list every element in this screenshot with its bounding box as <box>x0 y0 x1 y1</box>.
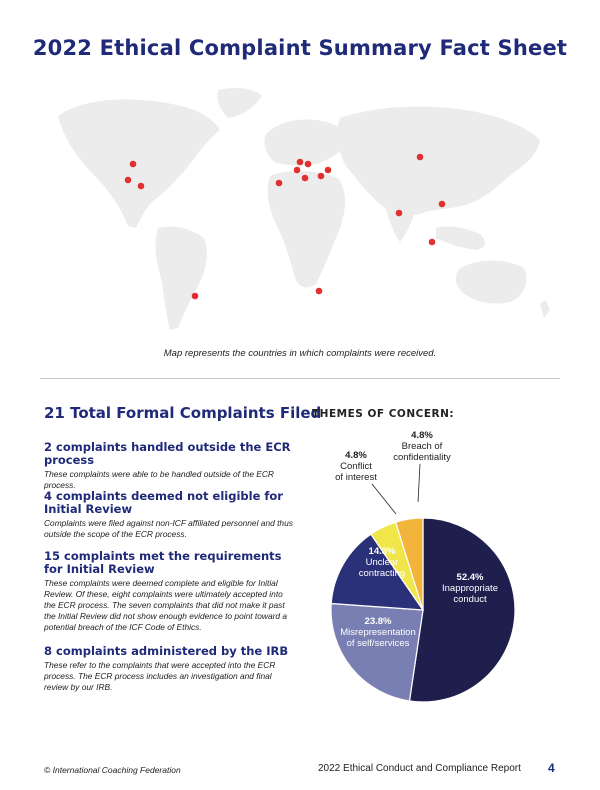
marker-russia <box>417 154 424 161</box>
pie-slice <box>409 518 515 702</box>
marker-usa-west <box>125 177 132 184</box>
chart-title: THEMES OF CONCERN: <box>312 408 455 420</box>
summary-item-initial-review <box>44 550 296 633</box>
marker-canada <box>130 161 137 168</box>
pie-slice-label: 4.8% Conflict of interest <box>335 450 377 483</box>
marker-usa-east <box>138 183 145 190</box>
section-divider <box>40 378 560 379</box>
marker-europe-4 <box>325 167 332 174</box>
marker-argentina <box>192 293 199 300</box>
pie-leader-line <box>372 484 396 514</box>
europe-shape <box>264 120 350 166</box>
africa-shape <box>268 171 345 288</box>
summary-item-description: These refer to the complaints that were accepted into the ECR process. The ECR process includes an investigation and final review by our IRB. <box>44 660 276 692</box>
south-america-shape <box>155 226 206 330</box>
summary-item-description: Complaints were filed against non-ICF affiliated personnel and thus outside the scope of the ECR process. <box>44 518 293 539</box>
summary-item-heading: 15 complaints met the requirements for Initial Review <box>44 549 282 576</box>
themes-pie-chart <box>300 420 570 710</box>
total-complaints-heading: 21 Total Formal Complaints Filed <box>44 404 322 422</box>
page-number: 4 <box>548 761 555 775</box>
report-title: 2022 Ethical Conduct and Compliance Report <box>318 763 521 774</box>
marker-europe-6 <box>302 175 309 182</box>
marker-india <box>396 210 403 217</box>
pie-slice-label: 4.8% Breach of confidentiality <box>393 430 451 463</box>
new-zealand-shape <box>540 300 550 318</box>
india-shape <box>386 197 416 242</box>
pie-slice-label: 14.3% Unclear contracting <box>358 546 406 579</box>
copyright-text: © International Coaching Federation <box>44 765 181 775</box>
marker-europe-5 <box>318 173 325 180</box>
summary-item-not-eligible <box>44 490 296 540</box>
summary-item-outside-ecr <box>44 441 296 491</box>
summary-item-heading: 4 complaints deemed not eligible for Initial Review <box>44 489 283 516</box>
summary-item-description: These complaints were deemed complete and eligible for Initial Review. Of these, eight complaints were ultimately accepted into the ECR process. The seven complaints that did not make it past the Initial Review did not show enough evidence to point toward a potential breach of the ICF Code of Ethics. <box>44 578 288 632</box>
marker-south-africa <box>316 288 323 295</box>
marker-europe-2 <box>305 161 312 168</box>
map-caption: Map represents the countries in which complaints were received. <box>163 348 437 359</box>
se-asia-shape <box>436 226 485 250</box>
summary-item-irb <box>44 645 296 693</box>
world-map <box>40 78 560 340</box>
marker-europe-3 <box>294 167 301 174</box>
greenland-shape <box>217 88 262 118</box>
marker-spain <box>276 180 283 187</box>
marker-china <box>439 201 446 208</box>
summary-item-heading: 2 complaints handled outside the ECR process <box>44 440 291 467</box>
page-title: 2022 Ethical Complaint Summary Fact Sheet <box>32 36 568 60</box>
marker-singapore <box>429 239 436 246</box>
asia-shape <box>337 106 540 215</box>
north-america-shape <box>58 99 220 228</box>
pie-slice-label: 23.8% Misrepresentation of self/services <box>340 616 416 649</box>
pie-leader-line <box>418 464 420 502</box>
summary-item-heading: 8 complaints administered by the IRB <box>44 644 289 658</box>
marker-europe-1 <box>297 159 304 166</box>
summary-item-description: These complaints were able to be handled outside of the ECR process. <box>44 469 274 490</box>
world-map-landmass <box>58 88 550 330</box>
pie-slice-label: 52.4% Inappropriate conduct <box>442 572 498 605</box>
australia-shape <box>456 261 527 304</box>
